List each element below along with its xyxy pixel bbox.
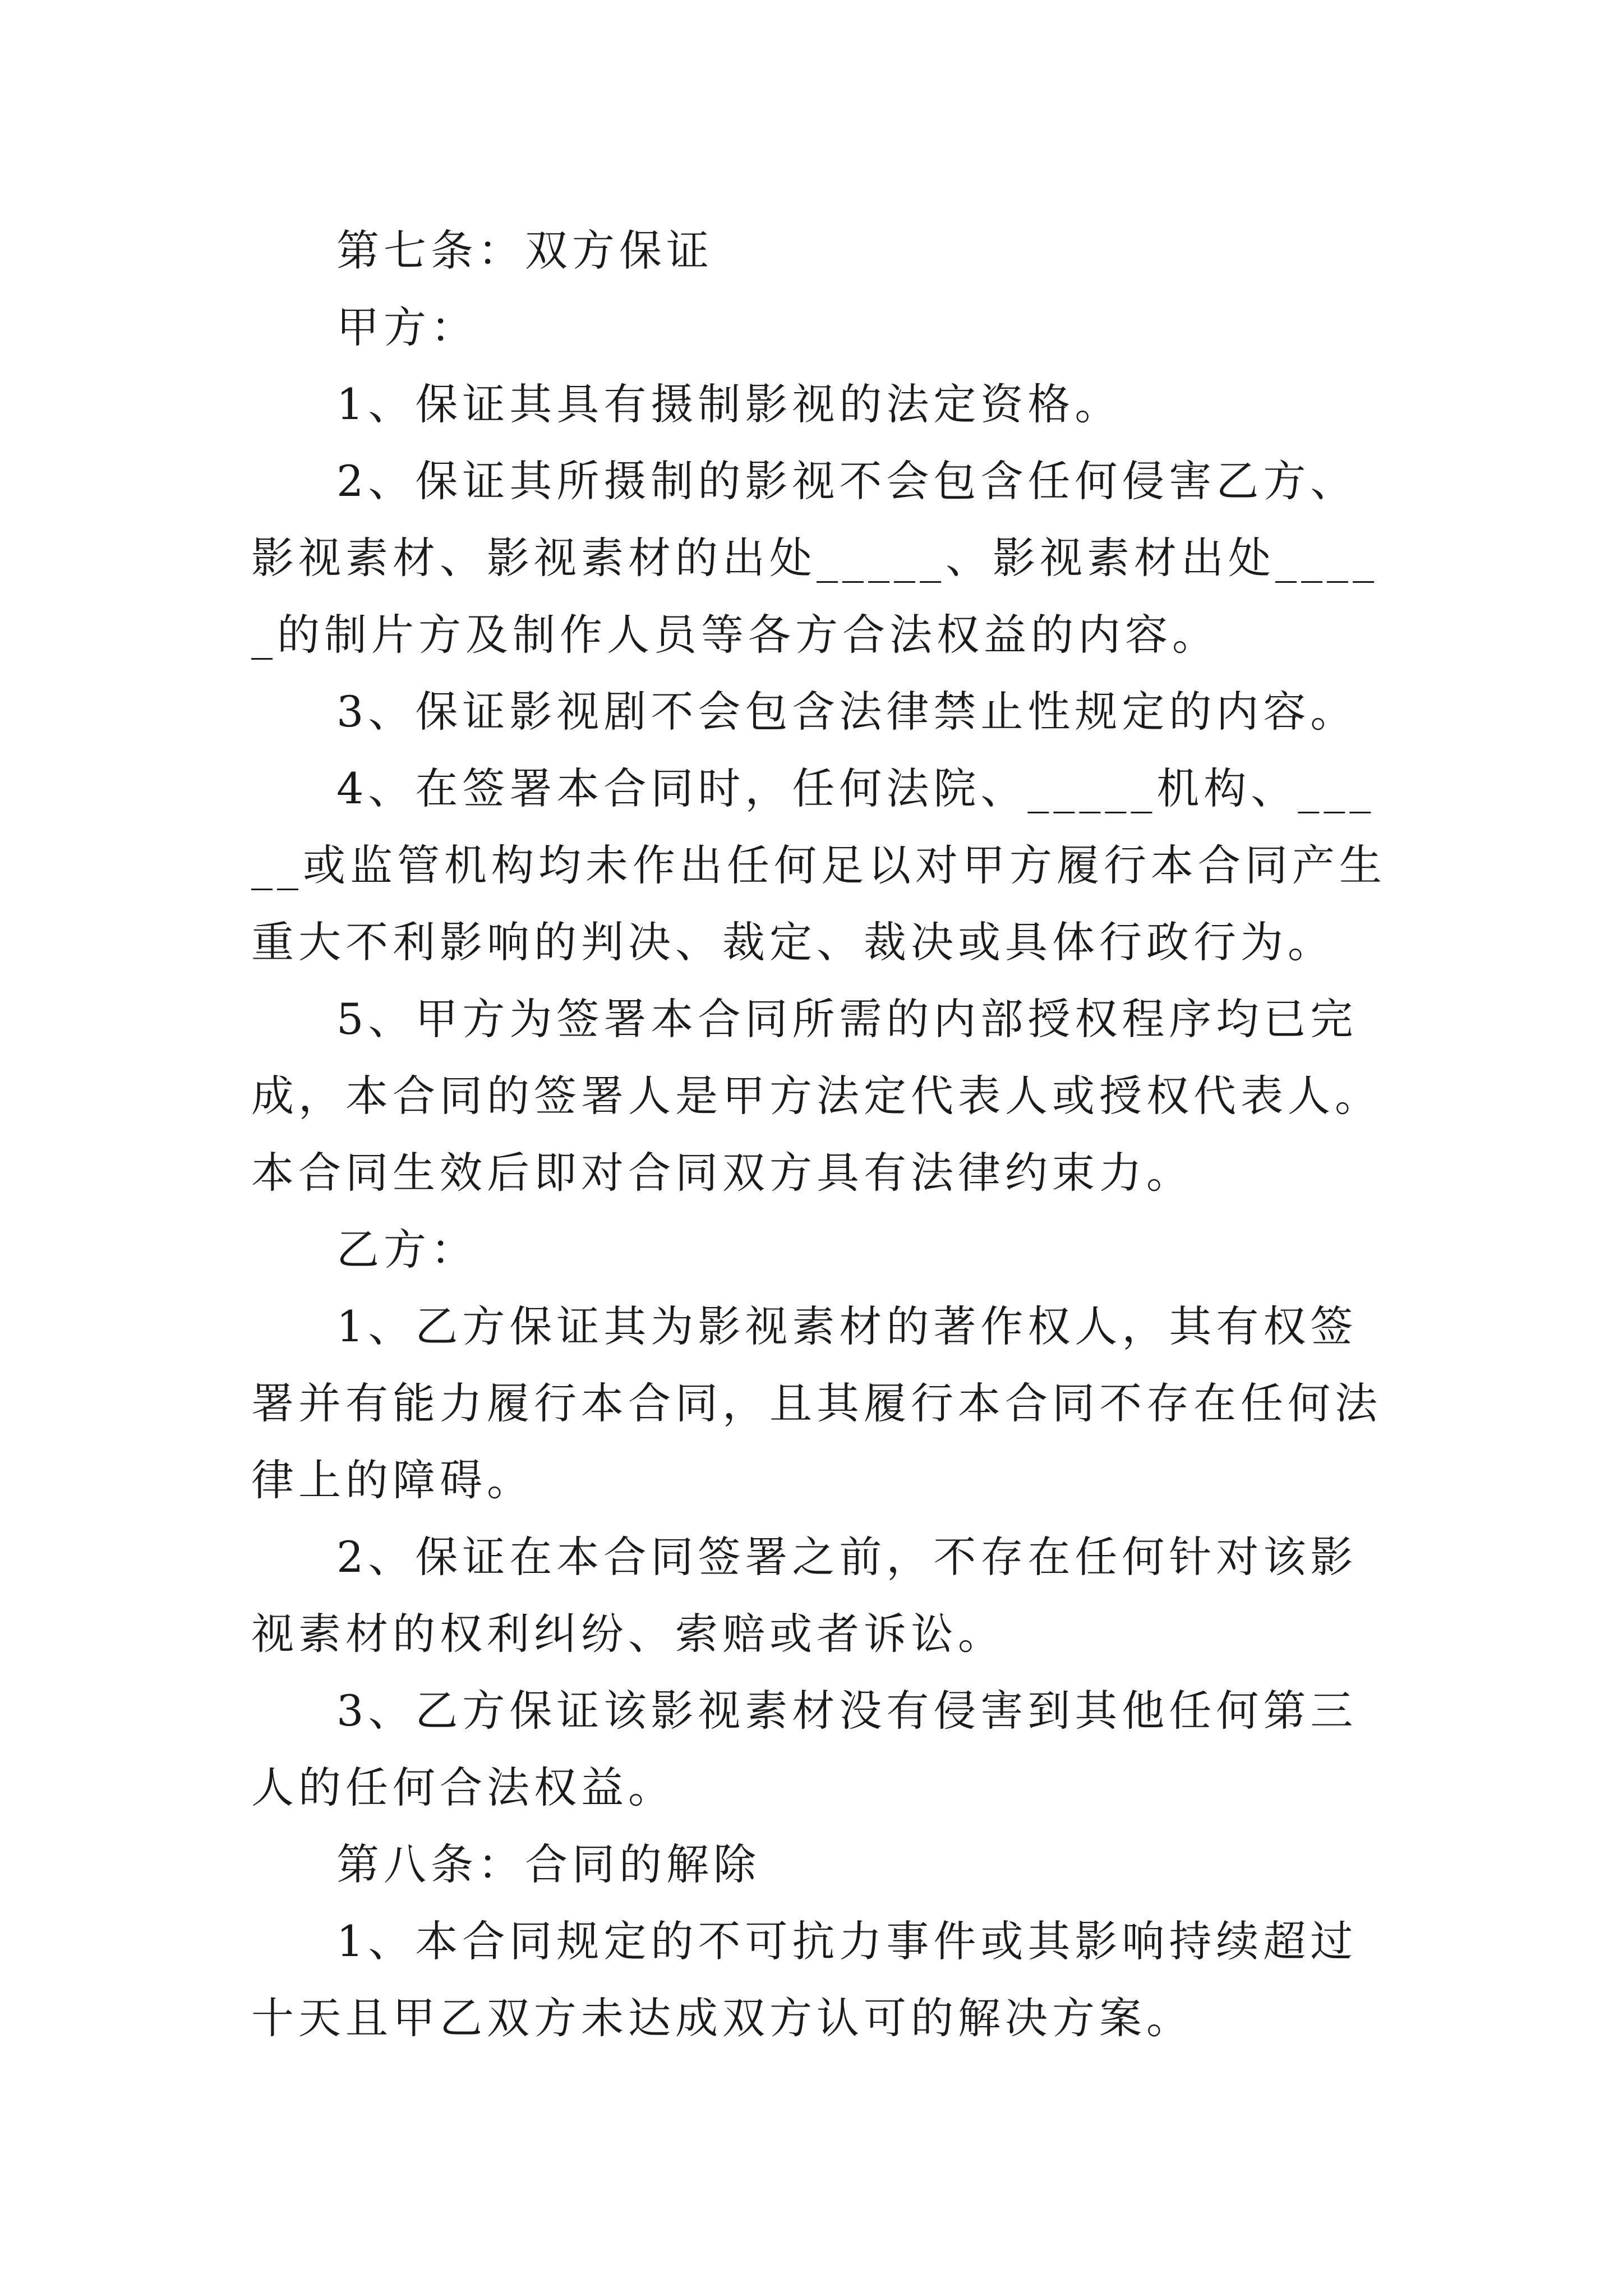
party-a-heading: 甲方： xyxy=(336,302,478,352)
party-a-clause-2: 2、保证其所摄制的影视不会包含任何侵害乙方、影视素材、影视素材的出处_____、影视素材出处_____的制片方及制作人员等各方合法权益的内容。 xyxy=(251,456,1378,660)
party-a-clause-4: 4、在签署本合同时，任何法院、_____机构、_____或监管机构均未作出任何足以对甲方履行本合同产生重大不利影响的判决、裁定、裁决或具体行政行为。 xyxy=(251,763,1386,967)
party-b-clause-2: 2、保证在本合同签署之前，不存在任何针对该影视素材的权利纠纷、索赔或者诉讼。 xyxy=(251,1532,1358,1659)
party-a-clause-3: 3、保证影视剧不会包含法律禁止性规定的内容。 xyxy=(336,687,1358,737)
article-7-heading: 第七条：双方保证 xyxy=(336,226,713,275)
party-a-clause-1: 1、保证其具有摄制影视的法定资格。 xyxy=(336,379,1122,429)
party-a-clause-5: 5、甲方为签署本合同所需的内部授权程序均已完成，本合同的签署人是甲方法定代表人或授权代表人。本合同生效后即对合同双方具有法律约束力。 xyxy=(251,994,1382,1198)
article-8-clause-1: 1、本合同规定的不可抗力事件或其影响持续超过十天且甲乙双方未达成双方认可的解决方案。 xyxy=(251,1916,1358,2043)
document-body xyxy=(251,212,1390,2056)
party-b-heading: 乙方： xyxy=(336,1225,478,1274)
party-b-clause-3: 3、乙方保证该影视素材没有侵害到其他任何第三人的任何合法权益。 xyxy=(251,1686,1358,1812)
article-8-heading: 第八条：合同的解除 xyxy=(336,1839,760,1889)
party-b-clause-1: 1、乙方保证其为影视素材的著作权人，其有权签署并有能力履行本合同，且其履行本合同不存在任何法律上的障碍。 xyxy=(251,1301,1382,1505)
